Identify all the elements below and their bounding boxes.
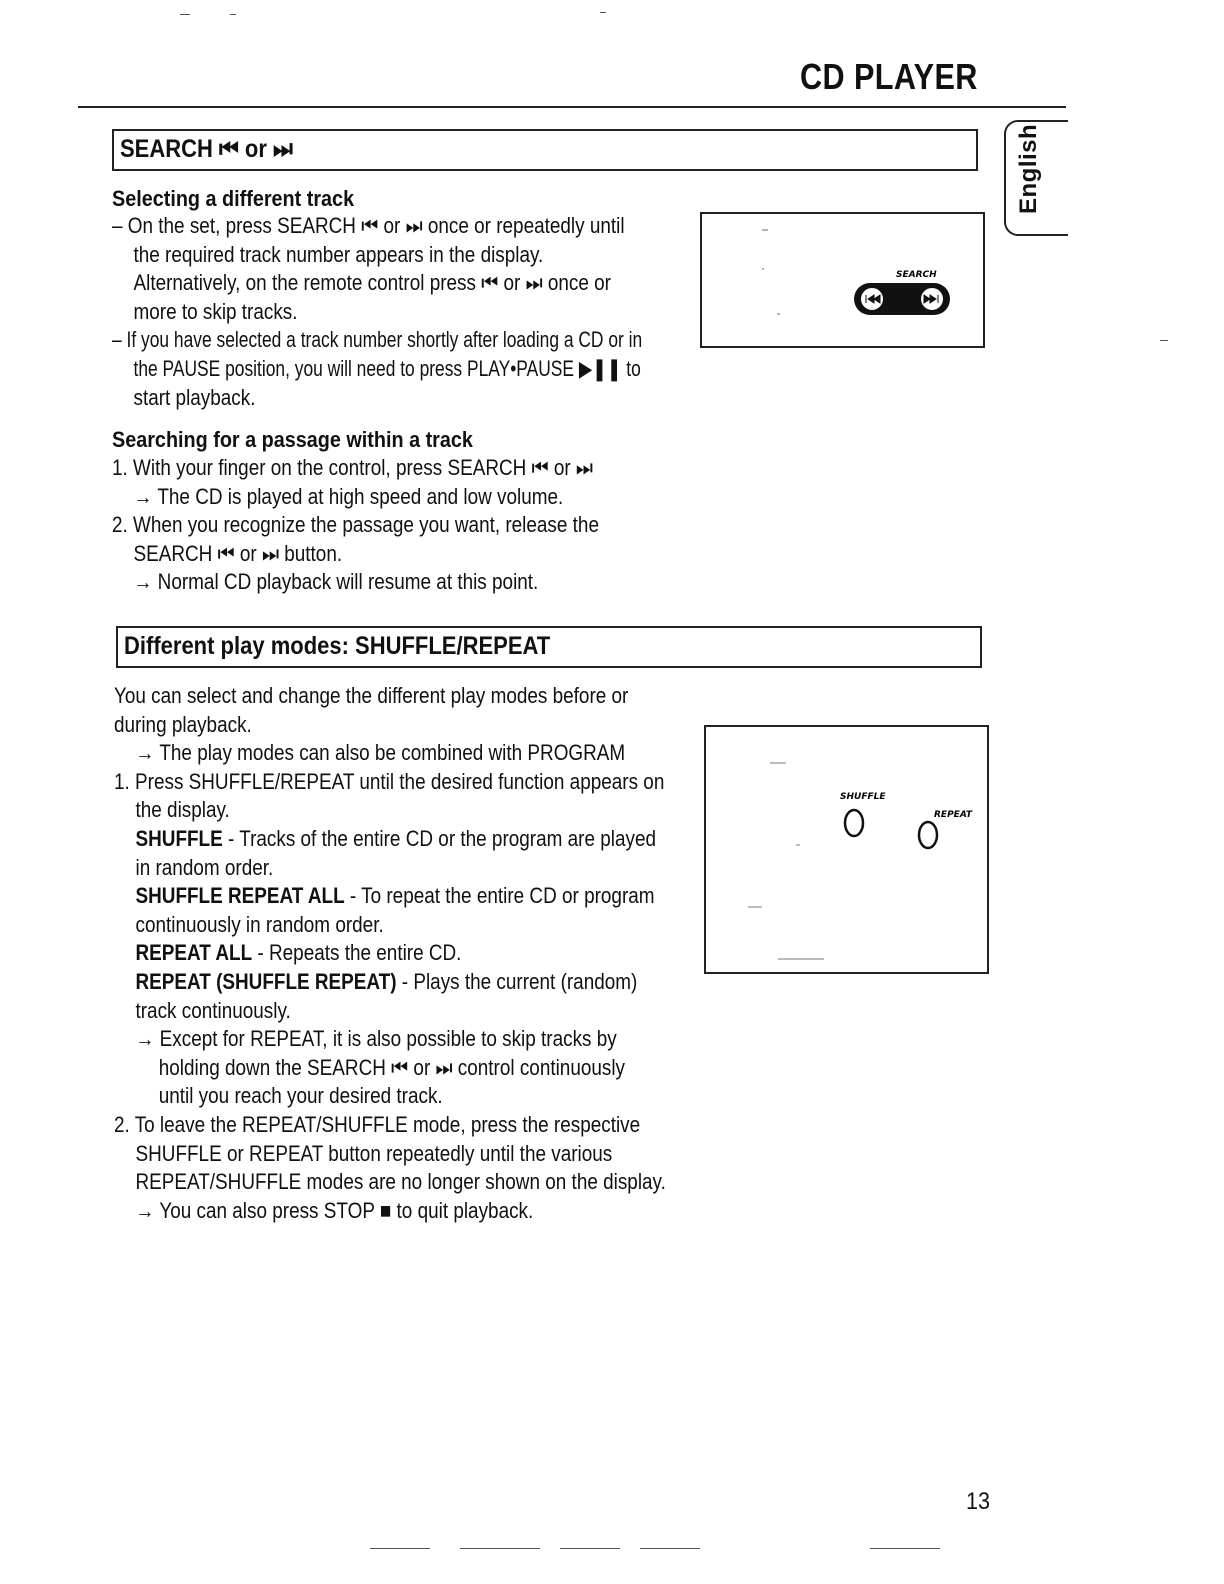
page-title: CD PLAYER: [800, 56, 978, 97]
search-buttons-figure: [700, 212, 985, 348]
modes-section-header: [116, 626, 982, 668]
text-line: holding down the SEARCH ⏮ or ⏭ control continuously: [158, 1054, 626, 1080]
page-number: 13: [966, 1488, 991, 1515]
text-line: until you reach your desired track.: [158, 1083, 443, 1109]
text-line: during playback.: [114, 711, 252, 737]
shuffle-repeat-figure: [704, 725, 989, 974]
text-line: the PAUSE position, you will need to press PLAY•PAUSE ▶❚❚ to: [133, 355, 641, 381]
text-line: You can select and change the different play modes before or: [114, 683, 629, 708]
search-section-header: [112, 129, 978, 171]
text-line: start playback.: [133, 384, 256, 410]
text-line: SEARCH ⏮ or ⏭ button.: [133, 540, 343, 566]
selecting-text: [112, 212, 688, 412]
text-line: the display.: [135, 797, 230, 823]
modes-section-title: Different play modes: SHUFFLE/REPEAT: [124, 632, 551, 660]
text-line: 1. With your finger on the control, press SEARCH ⏮ or ⏭: [112, 455, 593, 480]
mode-shuffle: SHUFFLE - Tracks of the entire CD or the program are played: [135, 825, 657, 851]
text-line: → Except for REPEAT, it is also possible to skip tracks by: [135, 1026, 617, 1052]
mode-repeat: REPEAT (SHUFFLE REPEAT) - Plays the current (random): [135, 968, 638, 994]
search-buttons-illustration: [702, 214, 983, 346]
text-line: 2. To leave the REPEAT/SHUFFLE mode, press the respective: [114, 1111, 641, 1137]
modes-text: [114, 682, 664, 1225]
repeat-button-icon: [919, 822, 937, 848]
text-line: the required track number appears in the display.: [133, 241, 544, 267]
text-line: in random order.: [135, 854, 274, 880]
text-line: 2. When you recognize the passage you want, release the: [112, 512, 599, 538]
text-line: continuously in random order.: [135, 911, 384, 937]
searching-text: [112, 454, 599, 597]
text-line: → Normal CD playback will resume at this point.: [133, 569, 539, 595]
repeat-figure-label: REPEAT: [934, 810, 973, 820]
language-tab: [1004, 120, 1068, 236]
header-rule: [78, 106, 1066, 108]
text-line: → The play modes can also be combined with PROGRAM: [135, 740, 626, 766]
text-line: 1. Press SHUFFLE/REPEAT until the desired function appears on: [114, 768, 665, 794]
search-section-title: SEARCH ⏮ or ⏭: [120, 135, 293, 163]
text-line: – On the set, press SEARCH ⏮ or ⏭ once or repeatedly until: [112, 213, 625, 238]
text-line: → You can also press STOP ■ to quit playback.: [135, 1197, 534, 1223]
selecting-heading: Selecting a different track: [112, 186, 355, 211]
text-line: REPEAT/SHUFFLE modes are no longer shown on the display.: [135, 1169, 666, 1195]
text-line: more to skip tracks.: [133, 298, 298, 324]
text-line: track continuously.: [135, 997, 291, 1023]
text-line: Alternatively, on the remote control press ⏮ or ⏭ once or: [133, 270, 611, 296]
language-tab-label: English: [1015, 123, 1042, 214]
mode-shuffle-repeat-all: SHUFFLE REPEAT ALL - To repeat the entire CD or program: [135, 883, 655, 909]
mode-repeat-all: REPEAT ALL - Repeats the entire CD.: [135, 940, 462, 966]
shuffle-button-icon: [845, 810, 863, 836]
shuffle-figure-label: SHUFFLE: [840, 792, 886, 802]
text-line: → The CD is played at high speed and low volume.: [133, 483, 564, 509]
shuffle-repeat-illustration: [706, 727, 987, 972]
text-line: SHUFFLE or REPEAT button repeatedly until the various: [135, 1140, 613, 1166]
searching-heading: Searching for a passage within a track: [112, 427, 473, 452]
search-figure-label: SEARCH: [896, 270, 937, 280]
text-line: – If you have selected a track number shortly after loading a CD or in: [112, 327, 643, 353]
